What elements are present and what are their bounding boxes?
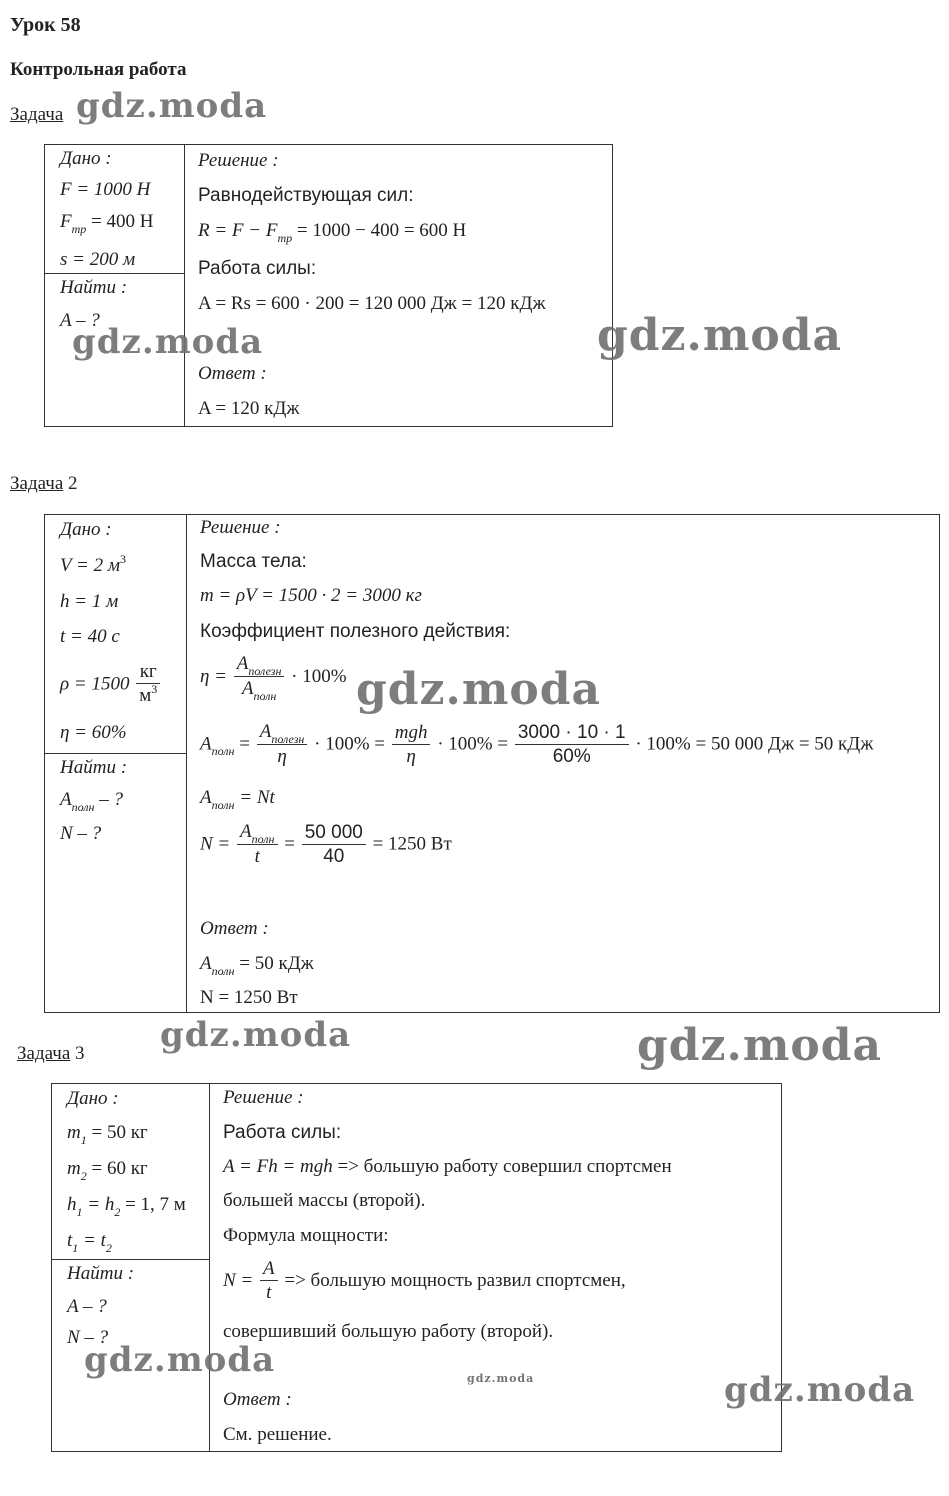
task2-density-unit-fraction (136, 661, 160, 709)
task3-line-power-label: Формула мощности: (223, 1225, 389, 1246)
task3-m2-symbol: m (67, 1158, 81, 1179)
task3-given-mass1 (67, 1122, 148, 1147)
watermark-logo: gdz.moda (76, 86, 268, 126)
task3-m1-value: = 50 кг (91, 1122, 148, 1143)
watermark-logo: gdz.moda (637, 1020, 883, 1071)
task1-line-work-label: Работа силы: (198, 258, 317, 279)
task3-line-work-cont: большей массы (второй). (223, 1190, 426, 1211)
task2-solution-cell (187, 515, 940, 1013)
task2-eff-num (234, 653, 285, 677)
task1-line-work: A = Rs = 600 · 200 = 120 000 Дж = 120 кДж (198, 293, 546, 314)
task3-label-text: Задача (17, 1043, 71, 1064)
task2-find-work-q: – ? (99, 789, 123, 810)
page-subtitle: Контрольная работа (10, 59, 187, 80)
task2-tw-frac1-den: η (277, 746, 287, 767)
task2-table (44, 514, 940, 1013)
task3-t1-symbol: t (67, 1230, 73, 1251)
task2-eff-num-sub: полезн (248, 664, 282, 678)
task2-tw-frac2-num: mgh (392, 722, 431, 745)
task2-answer-power: N = 1250 Вт (200, 987, 298, 1008)
task2-tw-frac1 (257, 721, 308, 769)
task2-given-density (60, 661, 162, 709)
task2-line-efficiency-label: Коэффициент полезного действия: (200, 621, 511, 642)
task3-given-heights (67, 1194, 186, 1219)
watermark-logo: gdz.moda (724, 1370, 916, 1410)
task2-tw-frac1-num-symbol: A (259, 721, 272, 742)
task3-h1-symbol: h (67, 1194, 77, 1215)
task2-eff-den (234, 677, 285, 702)
task2-density-unit-den-text: м (139, 685, 152, 706)
task3-m2-sub: 2 (80, 1169, 87, 1183)
task2-pw-frac1-num (237, 821, 278, 845)
watermark-logo: gdz.moda (160, 1015, 352, 1055)
task2-answer-work-value: = 50 кДж (239, 953, 314, 974)
task2-pw-frac1-den: t (254, 846, 260, 867)
task2-eff-den-sub: полн (253, 689, 277, 703)
task2-tw-sub: полн (211, 744, 235, 759)
task1-line-resultant-label: Равнодействующая сил: (198, 185, 414, 206)
task2-given-efficiency: η = 60% (60, 722, 127, 743)
task3-h-value: = 1, 7 м (125, 1194, 186, 1215)
task2-line-power (200, 821, 452, 869)
task3-t1-sub: 1 (72, 1241, 79, 1255)
task2-eff-fraction (234, 653, 285, 702)
task2-tw-frac2 (392, 722, 431, 769)
task3-power-conclusion: => большую мощность развил спортсмен, (284, 1269, 626, 1291)
task3-m2-value: = 60 кг (91, 1158, 148, 1179)
task2-given-time: t = 40 с (60, 626, 120, 647)
task2-given-volume-text: V = 2 м (60, 555, 120, 576)
task2-find-work-sub: полн (71, 800, 95, 814)
task1-answer: A = 120 кДж (198, 398, 300, 419)
task2-given-height: h = 1 м (60, 591, 119, 612)
task1-label-text: Задача (10, 104, 64, 125)
task2-tw-frac3-num: 3000 · 10 · 1 (515, 722, 629, 745)
task1-answer-title: Ответ : (198, 363, 267, 384)
task3-work-formula: A = Fh = mgh (223, 1156, 333, 1177)
watermark-logo: gdz.moda (72, 322, 264, 362)
task3-line-work (223, 1156, 672, 1178)
task3-solution-title: Решение : (223, 1087, 304, 1108)
task2-eff-den-symbol: A (241, 678, 254, 699)
task1-given-title: Дано : (60, 148, 112, 169)
watermark-logo: gdz.moda (356, 664, 602, 715)
task2-find-power: N – ? (60, 823, 102, 844)
task2-pr-symbol: A (200, 787, 212, 808)
watermark-logo: gdz.moda (597, 310, 843, 361)
task1-solution-cell (185, 145, 613, 427)
watermark-logo: gdz.moda (84, 1340, 276, 1380)
task3-given-cell (52, 1084, 210, 1260)
task2-tw-frac1-num (257, 721, 308, 745)
task1-resultant-right: = 1000 − 400 = 600 Н (296, 220, 467, 241)
task1-given-friction (60, 211, 154, 236)
task3-answer: См. решение. (223, 1424, 332, 1445)
task2-tw-mid2: · 100% = (437, 733, 509, 755)
task2-tw-result: · 100% = 50 000 Дж = 50 кДж (635, 733, 874, 755)
task2-given-volume (60, 552, 126, 577)
task2-find-cell (45, 754, 187, 1013)
task3-table (51, 1083, 782, 1452)
task2-pw-frac1-num-sub: полн (251, 832, 275, 846)
task2-pw-eq: = (284, 833, 295, 855)
task2-tw-eq: = (239, 733, 250, 755)
task3-work-conclusion: => большую работу совершил спортсмен (337, 1156, 672, 1177)
task2-given-volume-sup: 3 (119, 552, 126, 566)
task2-tw-frac1-num-sub: полезн (271, 732, 305, 746)
task3-find-power: N – ? (67, 1327, 109, 1348)
task1-given-cell (45, 145, 185, 274)
task1-given-force: F = 1000 Н (60, 179, 151, 200)
task2-label (10, 473, 78, 495)
task2-line-efficiency (200, 653, 347, 702)
task1-given-distance: s = 200 м (60, 249, 136, 270)
task3-line-work-label: Работа силы: (223, 1122, 342, 1143)
task2-answer-title: Ответ : (200, 918, 269, 939)
task3-power-den: t (266, 1282, 272, 1303)
task3-power-fraction (260, 1258, 278, 1305)
task1-find-work: A – ? (60, 310, 100, 331)
task2-pw-frac2-den: 40 (323, 845, 345, 867)
task2-line-power-relation (200, 787, 275, 812)
task3-given-times (67, 1230, 112, 1255)
task2-pw-frac1-num-symbol: A (240, 821, 252, 842)
lesson-title: Урок 58 (10, 14, 81, 36)
task2-tw-frac3 (515, 722, 629, 769)
task1-line-resultant (198, 220, 467, 245)
task1-label (10, 104, 63, 126)
task2-solution-title: Решение : (200, 517, 281, 538)
task1-given-friction-sub: тр (71, 222, 87, 236)
task2-tw-mid1: · 100% = (314, 733, 385, 755)
task2-eff-left: η = (200, 665, 227, 687)
task3-label-number: 3 (75, 1043, 85, 1064)
task2-density-unit-den (136, 684, 160, 709)
task3-given-title: Дано : (67, 1088, 119, 1109)
task2-answer-work-sub: полн (211, 964, 235, 978)
task1-resultant-sub: тр (277, 231, 293, 245)
task2-line-total-work (200, 721, 873, 769)
task2-density-unit-den-sup: 3 (151, 682, 158, 696)
task3-power-left: N = (223, 1269, 254, 1291)
task2-line-mass-label: Масса тела: (200, 551, 307, 572)
task2-find-work (60, 789, 123, 814)
task2-pr-sub: полн (211, 798, 235, 812)
task3-line-power (223, 1258, 626, 1305)
task3-find-title: Найти : (67, 1263, 135, 1284)
task1-find-title: Найти : (60, 277, 128, 298)
task3-label (17, 1043, 85, 1065)
task2-find-work-symbol: A (60, 789, 72, 810)
task2-pr-rest: = Nt (239, 787, 275, 808)
task2-pw-result: = 1250 Вт (372, 833, 452, 855)
task3-h1-sub: 1 (76, 1205, 83, 1219)
task3-t2-symbol: = t (83, 1230, 106, 1251)
task3-m1-symbol: m (67, 1122, 81, 1143)
task2-answer-work (200, 953, 314, 978)
task3-find-work: A – ? (67, 1296, 107, 1317)
task3-power-num: A (260, 1258, 278, 1281)
task1-solution-title: Решение : (198, 150, 279, 171)
task2-line-mass: m = ρV = 1500 · 2 = 3000 кг (200, 585, 422, 606)
task1-resultant-left: R = F − F (198, 220, 278, 241)
watermark-logo: gdz.moda (467, 1372, 535, 1385)
task2-answer-work-symbol: A (200, 953, 212, 974)
task2-pw-frac2-num: 50 000 (302, 822, 366, 845)
task3-solution-cell (210, 1084, 782, 1452)
task1-given-friction-value: = 400 Н (91, 211, 154, 232)
task3-line-power-cont: совершивший большую работу (второй). (223, 1321, 554, 1342)
task2-eff-num-symbol: A (236, 653, 249, 674)
task2-label-number: 2 (68, 473, 78, 494)
task3-given-mass2 (67, 1158, 148, 1183)
task3-h2-symbol: = h (87, 1194, 115, 1215)
task2-given-cell (45, 515, 187, 754)
task2-tw-frac2-den: η (406, 745, 416, 767)
task3-m1-sub: 1 (80, 1133, 87, 1147)
task1-given-friction-symbol: F (60, 211, 72, 232)
task2-label-text: Задача (10, 473, 64, 494)
task3-h2-sub: 2 (114, 1205, 121, 1219)
task2-tw-symbol: A (200, 733, 212, 755)
task2-find-title: Найти : (60, 757, 128, 778)
task2-given-title: Дано : (60, 519, 112, 540)
task3-answer-title: Ответ : (223, 1389, 292, 1410)
task2-given-density-text: ρ = 1500 (60, 673, 130, 695)
task2-tw-frac3-den: 60% (552, 745, 591, 767)
task2-eff-percent: · 100% (291, 665, 347, 687)
task2-pw-left: N = (200, 833, 231, 855)
task2-density-unit-num: кг (136, 661, 160, 684)
task1-table (44, 144, 613, 427)
task2-pw-frac1 (237, 821, 278, 869)
task2-pw-frac2 (302, 822, 366, 869)
task3-t2-sub: 2 (105, 1241, 112, 1255)
